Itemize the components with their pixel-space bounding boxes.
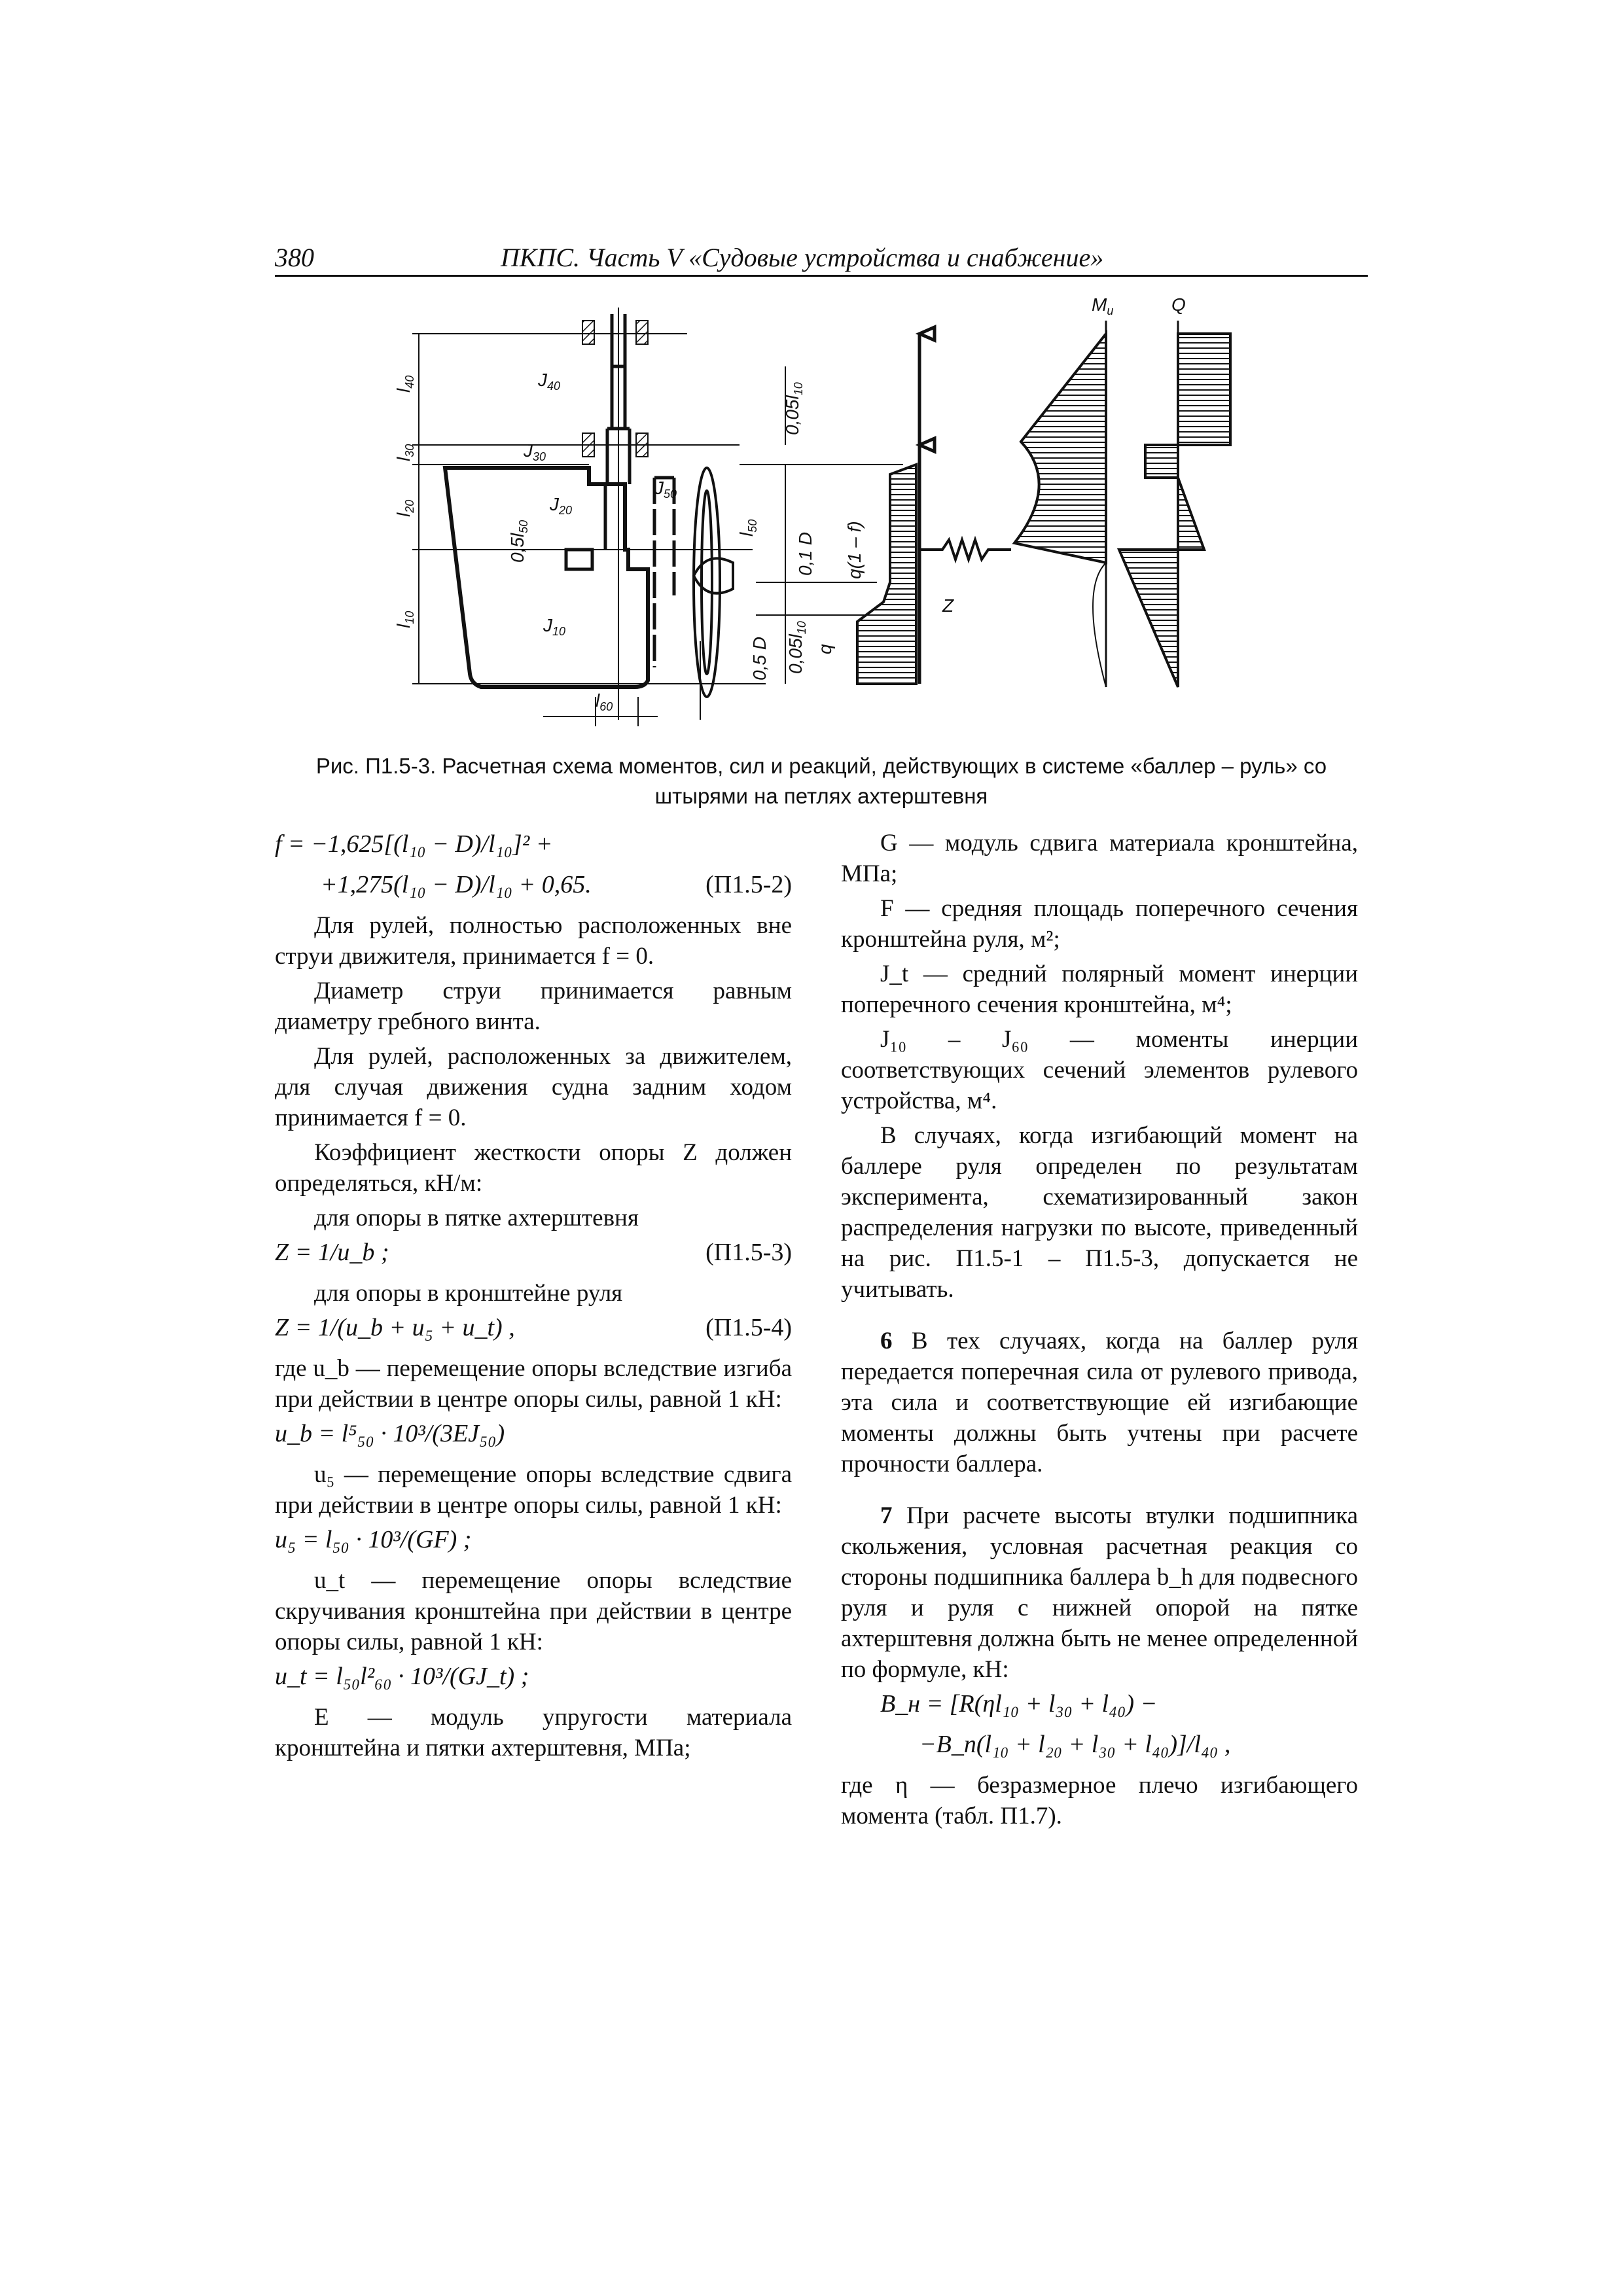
label-J50-sub: 50 [664,487,677,501]
label-q: q [815,644,835,654]
label-top-005l10: 0,05l [782,395,802,435]
label-half-l50: 0,5l [507,533,527,563]
section-7-text: При расчете высоты втулки подшипника скольжения, условная расчетная реакция со стороны подшипника баллера b_h для подвесного руля и руля с нижней опорой на пятке ахтерштевня должна быть не менее определенной по формуле, кН: [841,1502,1359,1683]
formula-bh-line2 [841,1729,1358,1766]
formula-z2 [275,1313,792,1349]
label-half-l50-sub: 50 [517,520,530,533]
left-column [275,828,792,1767]
paragraph: для опоры в кронштейне руля [314,1280,623,1307]
bearing-upper-right [636,321,648,344]
label-J40-sub: 40 [547,380,561,393]
svg-text:l20 [393,500,416,517]
label-M-sub: u [1107,304,1114,317]
label-l30-sub: 30 [403,444,416,457]
formula-z1-number: (П1.5-3) [705,1239,792,1266]
section-7-number: 7 [880,1502,893,1529]
rudder-blade [445,468,648,687]
pintle [566,550,592,569]
label-l60-sub: 60 [599,700,613,713]
label-J50: J [654,478,664,498]
bearing-lower-right [636,433,648,457]
paragraph: Для рулей, расположенных за движителем, для случая движения судна задним ходом принимается f = 0. [275,1043,792,1131]
label-Q: Q [1171,294,1186,315]
spring-Z [919,540,1011,559]
label-M: M [1092,294,1107,315]
label-q1f: q(1 – f) [844,521,865,579]
dimension-labels [393,376,416,628]
paragraph: u_t — перемещение опоры вследствие скручивания кронштейна при действии в центре опоры силы, равной 1 кН: [275,1567,792,1655]
svg-text:l30 [393,444,416,461]
paragraph: Для рулей, полностью расположенных вне струи движителя, принимается f = 0. [275,912,792,970]
running-header [275,242,1368,277]
formula-bh-line2-text: −B_п(l₁₀ + l₂₀ + l₃₀ + l₄₀)]/l₄₀ , [919,1731,1231,1758]
section-6-number: 6 [880,1328,893,1354]
label-01D: 0,1 D [795,532,815,576]
formula-z2-text: Z = 1/(u_b + u₅ + u_t) , [275,1314,515,1341]
paragraph: G — модуль сдвига материала кронштейна, МПа; [841,830,1358,887]
paragraph: E — модуль упругости материала кронштейна и пятки ахтерштевня, МПа; [275,1704,792,1761]
label-bot-005l10-sub: 10 [795,621,808,635]
bearing-upper-left [582,321,594,344]
formula-u5 [275,1525,792,1561]
page-number: 380 [275,243,314,272]
svg-text:l50 [736,520,759,537]
label-J20: J [550,494,559,514]
formula-f-number: (П1.5-2) [705,871,792,898]
label-top-005l10-sub: 10 [792,382,805,396]
shear-diagram [1119,334,1230,687]
paragraph: для опоры в пятке ахтерштевня [314,1205,639,1231]
paragraph: J₁₀ – J₆₀ — моменты инерции соответствующих сечений элементов рулевого устройства, м⁴. [841,1026,1358,1114]
label-l10: l [393,624,414,628]
running-title: ПКПС. Часть V «Судовые устройства и снабжение» [501,243,1104,272]
formula-f-line1 [275,829,792,866]
formula-z1-text: Z = 1/u_b ; [275,1239,389,1266]
figure-caption: Рис. П1.5-3. Расчетная схема моментов, сил и реакций, действующих в системе «баллер – руль» со штырями на петлях ахтерштевня [315,754,1327,808]
label-l20-sub: 20 [403,499,416,513]
label-bot-005l10: 0,05l [785,634,806,674]
label-l60: l [596,690,600,711]
label-J20-sub: 20 [559,504,573,517]
paragraph: В случаях, когда изгибающий момент на баллере руля определен по результатам эксперимента, схематизированный закон распределения нагрузки по высоте, приведенный на рис. П1.5-1 – П1.5-3, допускается не учитывать. [841,1122,1358,1303]
svg-text:l10 [393,611,416,628]
section-7 [841,1500,1358,1685]
label-l20: l [393,512,414,517]
paragraph: где η — безразмерное плечо изгибающего момента (табл. П1.7). [841,1772,1358,1829]
svg-text:l60 [596,690,613,713]
formula-ut [275,1661,792,1698]
svg-text:J30 [523,440,546,463]
dimension-lines [412,308,766,720]
formula-z1 [275,1237,792,1274]
formula-f-line2 [275,870,792,906]
label-l50-sub: 50 [746,519,759,533]
label-l50: l [736,532,757,537]
moment-diagram [1014,334,1106,563]
label-05D: 0,5 D [749,637,770,680]
label-l40-sub: 40 [403,375,416,389]
label-l40: l [393,388,414,393]
formula-ut-text: u_t = l₅₀l²₆₀ · 10³/(GJ_t) ; [275,1663,529,1690]
label-J40: J [538,370,547,390]
svg-text:0,05l10 [785,621,808,674]
paragraph: Коэффициент жесткости опоры Z должен определяться, кН/м: [275,1139,792,1197]
label-J30: J [524,440,533,461]
paragraph: F — средняя площадь поперечного сечения кронштейна руля, м²; [841,895,1358,953]
formula-z2-number: (П1.5-4) [705,1314,792,1341]
formula-u5-text: u₅ = l₅₀ · 10³/(GF) ; [275,1526,472,1553]
svg-text:Mu [1092,294,1113,317]
label-l10-sub: 10 [403,610,416,624]
svg-text:l40 [393,376,416,393]
sternframe-bracket [654,478,674,667]
label-l30: l [393,457,414,461]
svg-text:J10 [543,615,565,638]
formula-ub-text: u_b = l⁵₅₀ · 10³/(3EJ₅₀) [275,1420,505,1447]
paragraph: J_t — средний полярный момент инерции поперечного сечения кронштейна, м⁴; [841,961,1358,1018]
label-J10: J [543,615,552,635]
figure-rudder-scheme [366,288,1283,759]
right-column [841,828,1358,1835]
load-distribution [857,465,916,684]
svg-text:J20 [549,494,572,517]
formula-ub [275,1419,792,1455]
section-6 [841,1326,1358,1479]
section-6-text: В тех случаях, когда на баллер руля передается поперечная сила от рулевого привода, эта сила и соответствующие ей изгибающие моменты должны быть учтены при расчете прочности баллера. [841,1328,1358,1477]
paragraph: u₅ — перемещение опоры вследствие сдвига при действии в центре опоры силы, равной 1 кН: [275,1461,792,1519]
svg-text:0,5l50 [507,520,530,563]
label-Z: Z [942,595,954,616]
bearing-lower-left [582,433,594,457]
paragraph: где u_b — перемещение опоры вследствие изгиба при действии в центре опоры силы, равной 1 кН: [275,1355,792,1413]
formula-f-line1-text: f = −1,625[(l₁₀ − D)/l₁₀]² + [275,830,553,858]
svg-text:J40 [537,370,560,393]
formula-bh-line1 [841,1689,1358,1725]
support-axis [919,327,935,684]
formula-f-line2-text: +1,275(l₁₀ − D)/l₁₀ + 0,65. [321,871,592,898]
formula-bh-line1-text: B_н = [R(ηl₁₀ + l₃₀ + l₄₀) − [880,1690,1158,1718]
label-J10-sub: 10 [552,625,566,638]
paragraph: Диаметр струи принимается равным диаметру гребного винта. [275,978,792,1035]
label-J30-sub: 30 [533,450,546,463]
